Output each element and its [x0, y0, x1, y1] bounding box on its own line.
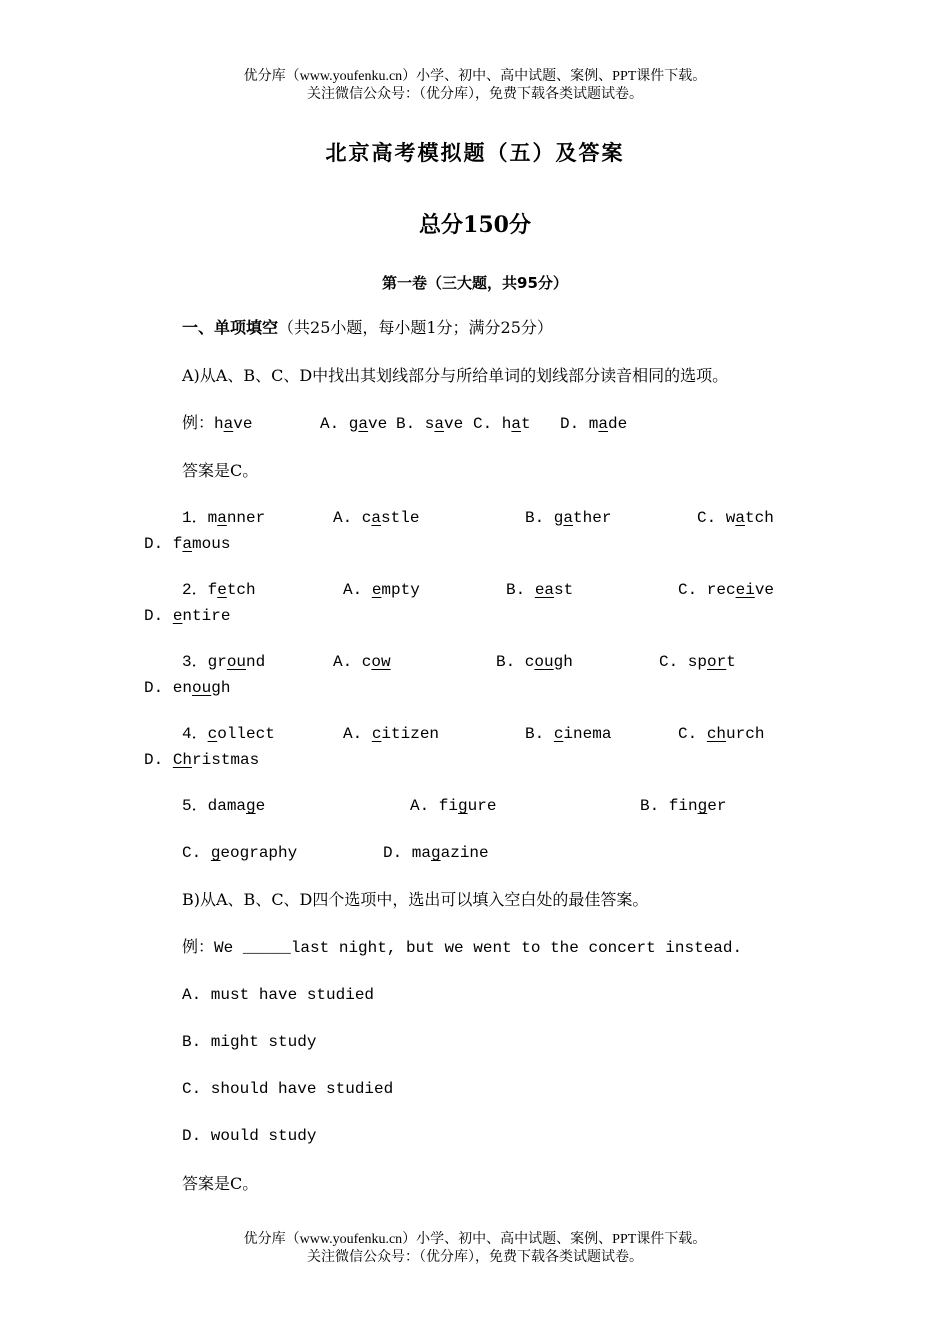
part-a-instruction: A)从A、B、C、D中找出其划线部分与所给单词的划线部分读音相同的选项。	[182, 366, 729, 385]
question-4-option-a: A. citizen	[343, 725, 440, 743]
question-5-option-d: D. magazine	[383, 844, 489, 862]
question-3-option-c: C. sport	[659, 653, 736, 671]
example-option-d: D. made	[560, 415, 628, 433]
question-4-option-d: D. Christmas	[144, 751, 260, 769]
part-b-example-label: 例：	[182, 939, 215, 957]
question-2-option-d: D. entire	[144, 607, 231, 625]
question-2-word: 2．fetch	[182, 581, 256, 599]
part-b-option-b: B. might study	[182, 1033, 317, 1051]
example-label: 例：	[182, 415, 215, 433]
section-heading	[182, 318, 553, 338]
question-3-option-d: D. enough	[144, 679, 231, 697]
part-b-option-a: A. must have studied	[182, 986, 375, 1004]
question-4-option-b: B. cinema	[525, 725, 612, 743]
part-b-example-sentence: We _____last night, but we went to the concert instead.	[214, 939, 743, 957]
part-b-answer: 答案是C。	[182, 1174, 259, 1193]
part-a-answer: 答案是C。	[182, 461, 259, 480]
part-b-example	[182, 938, 742, 958]
question-5-option-b: B. finger	[640, 797, 727, 815]
question-1-option-a: A. castle	[333, 509, 420, 527]
question-1-word: 1．manner	[182, 509, 266, 527]
question-5-option-a: A. figure	[410, 797, 497, 815]
question-2-option-a: A. empty	[343, 581, 420, 599]
question-1-option-c: C. watch	[697, 509, 774, 527]
example-option-a: A. gave	[320, 415, 388, 433]
page-header-line1: 优分库（www.youfenku.cn）小学、初中、高中试题、案例、PPT课件下载。	[243, 69, 707, 84]
question-2-option-b: B. east	[506, 581, 574, 599]
part-b-instruction: B)从A、B、C、D四个选项中，选出可以填入空白处的最佳答案。	[182, 890, 649, 909]
example-option-b: B. save	[396, 415, 464, 433]
question-3-option-a: A. cow	[333, 653, 391, 671]
page-footer-line1: 优分库（www.youfenku.cn）小学、初中、高中试题、案例、PPT课件下载。	[243, 1232, 707, 1247]
question-4-option-c: C. church	[678, 725, 765, 743]
question-4-word: 4．collect	[182, 725, 275, 743]
section-heading-label: 一、单项填空	[182, 318, 279, 337]
question-1-option-b: B. gather	[525, 509, 612, 527]
question-5-word: 5．damage	[182, 797, 266, 815]
question-1-option-d: D. famous	[144, 535, 231, 553]
page-header-line2: 关注微信公众号：（优分库），免费下载各类试题试卷。	[307, 87, 643, 102]
example-option-c: C. hat	[473, 415, 531, 433]
question-3-option-b: B. cough	[496, 653, 573, 671]
page-footer-line2: 关注微信公众号：（优分库），免费下载各类试题试卷。	[307, 1250, 643, 1265]
total-score: 总分150分	[419, 212, 531, 238]
question-5-option-c: C. geography	[182, 844, 298, 862]
volume-title: 第一卷（三大题，共95分）	[382, 274, 568, 292]
section-heading-note: （共25小题，每小题1分；满分25分）	[278, 318, 553, 337]
question-3-word: 3．ground	[182, 653, 266, 671]
document-title: 北京高考模拟题（五）及答案	[325, 140, 625, 165]
question-2-option-c: C. receive	[678, 581, 775, 599]
part-b-option-d: D. would study	[182, 1127, 317, 1145]
part-a-example	[182, 414, 252, 434]
part-b-option-c: C. should have studied	[182, 1080, 394, 1098]
example-word: have	[214, 415, 253, 433]
